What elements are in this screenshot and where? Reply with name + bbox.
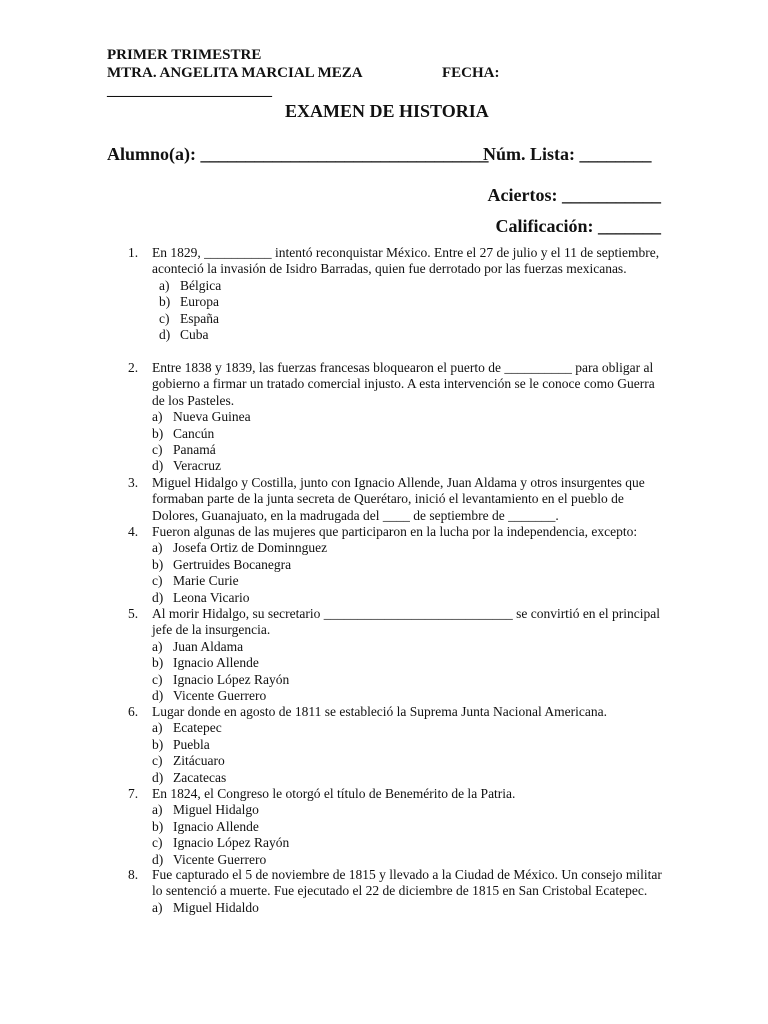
- option-c: [152, 753, 668, 769]
- option-letter: b): [152, 736, 164, 752]
- option-a: [152, 639, 668, 655]
- option-text: Cuba: [180, 326, 209, 342]
- option-d: [159, 327, 668, 343]
- question-text: Entre 1838 y 1839, las fuerzas francesas bloquearon el puerto de __________ para obligar al gobierno a firmar un tratado comercial injusto. A esta intervención se le conoce como Guerra de los Pasteles.: [152, 360, 655, 408]
- option-list: [152, 802, 668, 868]
- question-number: 4.: [128, 524, 139, 539]
- option-list: [152, 900, 668, 916]
- option-letter: c): [152, 671, 163, 687]
- option-letter: a): [152, 720, 163, 736]
- score-field: Aciertos: ___________: [487, 185, 661, 205]
- question-1: [128, 245, 668, 343]
- option-list: [152, 409, 668, 475]
- option-text: Juan Aldama: [173, 638, 244, 654]
- option-letter: c): [152, 573, 163, 589]
- option-a: [152, 540, 668, 556]
- option-text: Veracruz: [173, 458, 221, 474]
- student-name-field: Alumno(a): ________________________________: [107, 144, 489, 164]
- option-text: Puebla: [173, 736, 210, 752]
- option-text: Ignacio Allende: [173, 818, 259, 834]
- option-text: Zitácuaro: [173, 753, 225, 769]
- option-text: Zacatecas: [173, 769, 227, 785]
- option-d: [152, 770, 668, 786]
- option-a: [152, 409, 668, 425]
- option-text: Leona Vicario: [173, 589, 250, 605]
- option-list: [159, 278, 668, 344]
- option-letter: c): [159, 310, 170, 326]
- grade-field: Calificación: _______: [495, 216, 661, 236]
- option-d: [152, 590, 668, 606]
- option-letter: b): [152, 655, 164, 671]
- option-a: [152, 802, 668, 818]
- option-c: [159, 311, 668, 327]
- option-text: Nueva Guinea: [173, 409, 251, 425]
- option-letter: c): [152, 442, 163, 457]
- exam-title: EXAMEN DE HISTORIA: [285, 101, 489, 121]
- option-text: Ignacio Allende: [173, 655, 259, 671]
- question-text: Miguel Hidalgo y Costilla, junto con Ignacio Allende, Juan Aldama y otros insurgentes que formaban parte de la junta secreta de Querétaro, inició el levantamiento en el pueblo de Dolores, Guanajuato, en la madrugada del ____ de septiembre de _______.: [152, 475, 645, 523]
- option-letter: b): [152, 425, 164, 441]
- option-c: [152, 835, 668, 851]
- option-text: Miguel Hidalgo: [173, 802, 259, 818]
- option-letter: d): [152, 769, 164, 785]
- option-text: Ignacio López Rayón: [173, 671, 290, 687]
- question-text: Fue capturado el 5 de noviembre de 1815 y llevado a la Ciudad de México. Un consejo militar lo sentenció a muerte. Fue ejecutado el 22 de diciembre de 1815 en San Cristobal Ecatepec.: [152, 867, 662, 899]
- question-text: En 1829, __________ intentó reconquistar México. Entre el 27 de julio y el 11 de septiembre, aconteció la invasión de Isidro Barradas, quien fue derrotado por las fuerzas mexicanas.: [152, 245, 660, 277]
- option-letter: a): [152, 802, 163, 818]
- question-5: [128, 606, 668, 704]
- option-d: [152, 458, 668, 474]
- option-text: Marie Curie: [173, 573, 239, 589]
- question-number: 5.: [128, 606, 139, 621]
- option-text: España: [180, 310, 219, 326]
- option-letter: d): [152, 458, 164, 474]
- option-letter: a): [152, 899, 163, 915]
- option-text: Panamá: [173, 442, 216, 457]
- question-7: [128, 786, 668, 868]
- option-text: Vicente Guerrero: [173, 687, 267, 703]
- option-text: Cancún: [173, 425, 215, 441]
- question-8: [128, 867, 668, 916]
- option-b: [152, 819, 668, 835]
- question-number: 8.: [128, 867, 139, 882]
- option-letter: c): [152, 835, 163, 851]
- question-text: En 1824, el Congreso le otorgó el título de Benemérito de la Patria.: [152, 786, 516, 801]
- option-b: [152, 557, 668, 573]
- question-number: 2.: [128, 360, 139, 375]
- option-letter: b): [152, 556, 164, 572]
- question-text: Fueron algunas de las mujeres que participaron en la lucha por la independencia, excepto:: [152, 524, 638, 539]
- option-b: [152, 737, 668, 753]
- date-blank: ______________________: [107, 83, 272, 99]
- question-text: Al morir Hidalgo, su secretario ____________________________ se convirtió en el principal jefe de la insurgencia.: [152, 606, 661, 638]
- option-letter: a): [152, 409, 163, 425]
- option-letter: a): [159, 277, 170, 293]
- option-list: [152, 540, 668, 606]
- option-letter: d): [152, 851, 164, 867]
- option-a: [152, 900, 668, 916]
- option-text: Vicente Guerrero: [173, 851, 267, 867]
- question-number: 7.: [128, 786, 139, 801]
- option-letter: a): [152, 638, 163, 654]
- option-d: [152, 852, 668, 868]
- question-number: 1.: [128, 245, 139, 260]
- option-b: [152, 426, 668, 442]
- question-3: [128, 475, 668, 524]
- option-a: [159, 278, 668, 294]
- option-letter: d): [152, 589, 164, 605]
- option-text: Ignacio López Rayón: [173, 835, 290, 851]
- option-letter: b): [159, 294, 171, 310]
- option-list: [152, 720, 668, 786]
- option-b: [152, 655, 668, 671]
- option-c: [152, 672, 668, 688]
- question-text: Lugar donde en agosto de 1811 se estableció la Suprema Junta Nacional Americana.: [152, 704, 607, 719]
- question-2: [128, 360, 668, 475]
- date-label: FECHA:: [442, 65, 500, 81]
- question-6: [128, 704, 668, 786]
- question-number: 3.: [128, 475, 139, 490]
- option-text: Bélgica: [180, 277, 222, 293]
- question-number: 6.: [128, 704, 139, 719]
- option-letter: d): [159, 326, 171, 342]
- option-text: Europa: [180, 294, 219, 310]
- option-c: [152, 442, 668, 458]
- option-text: Gertruides Bocanegra: [173, 556, 292, 572]
- option-text: Miguel Hidaldo: [173, 899, 259, 915]
- option-c: [152, 573, 668, 589]
- option-b: [159, 294, 668, 310]
- option-a: [152, 720, 668, 736]
- option-text: Ecatepec: [173, 720, 222, 736]
- option-letter: b): [152, 818, 164, 834]
- list-number-field: Núm. Lista: ________: [483, 144, 652, 164]
- teacher-label: MTRA. ANGELITA MARCIAL MEZA: [107, 65, 363, 81]
- term-label: PRIMER TRIMESTRE: [107, 47, 262, 63]
- option-d: [152, 688, 668, 704]
- option-letter: c): [152, 753, 163, 769]
- option-letter: d): [152, 687, 164, 703]
- option-text: Josefa Ortiz de Dominnguez: [173, 540, 328, 556]
- option-list: [152, 639, 668, 705]
- question-4: [128, 524, 668, 606]
- option-letter: a): [152, 540, 163, 556]
